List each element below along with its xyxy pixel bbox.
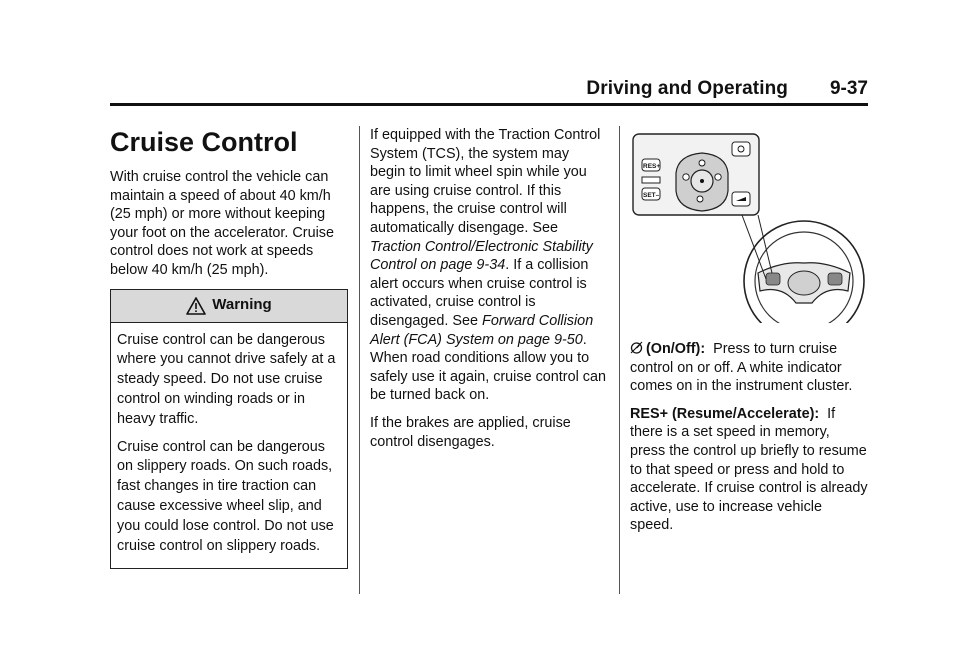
text-run: . When road conditions allow you to safely use it again, cruise control can be turned back on. xyxy=(370,331,606,404)
warning-body xyxy=(111,323,347,569)
onoff-paragraph xyxy=(630,340,868,396)
warning-paragraph-1: Cruise control can be dangerous where you cannot drive safely at a steady speed. Do not use cruise control on winding roads or in heavy traffic. xyxy=(117,331,336,427)
cruise-control-panel xyxy=(633,134,759,215)
steering-wheel-illustration xyxy=(632,133,868,323)
section-title: Cruise Control xyxy=(110,127,298,157)
column-divider xyxy=(359,126,360,594)
text-run: If equipped with the Traction Control System (TCS), the system may begin to limit wheel spin while you are using cruise control. If this happens, the cruise control will automatically disengage. See xyxy=(370,127,601,236)
warning-paragraph-2: Cruise control can be dangerous on slippery roads. On such roads, fast changes in tire traction can cause excessive wheel slip, and you could lose control. Do not use cruise control on slippery roads. xyxy=(117,438,334,554)
page-number: 9-37 xyxy=(829,78,868,99)
onoff-label: (On/Off): xyxy=(646,341,706,357)
warning-triangle-icon xyxy=(186,297,206,315)
cross-reference-tcs[interactable]: Traction Control/Electronic Stability Control on page 9-34 xyxy=(370,238,593,274)
cross-reference-fca[interactable]: Forward Collision Alert (FCA) System on page 9-50 xyxy=(370,312,594,348)
res-label: RES+ (Resume/Accelerate): xyxy=(630,405,820,422)
text-run: . If a collision alert occurs when cruise control is activated, cruise control is disengaged. See xyxy=(370,257,589,329)
steering-wheel-icon xyxy=(744,221,864,323)
res-paragraph xyxy=(630,405,868,535)
intro-paragraph: With cruise control the vehicle can maintain a speed of about 40 km/h (25 mph) or more without keeping your foot on the accelerator. Cruise control does not work at speeds below 40 km/h (25 mph). xyxy=(110,169,334,278)
res-text: If there is a set speed in memory, press the control up briefly to resume to that speed or press and hold to accelerate. If cruise control is already active, use to increase vehicle speed. xyxy=(630,405,868,534)
steering-wheel-figure xyxy=(632,133,868,323)
tcs-paragraph xyxy=(370,126,608,405)
brakes-paragraph: If the brakes are applied, cruise control disengages. xyxy=(370,414,571,450)
warning-header xyxy=(111,290,347,323)
column-3 xyxy=(630,340,868,544)
warning-label: Warning xyxy=(212,296,272,314)
set-label: SET– xyxy=(643,192,660,199)
cruise-onoff-icon xyxy=(630,341,643,354)
column-1 xyxy=(110,126,350,569)
column-divider xyxy=(619,126,620,594)
header-rule xyxy=(110,103,868,106)
res-label: RES+ xyxy=(643,163,661,170)
warning-box xyxy=(110,289,348,570)
page-header xyxy=(110,78,868,104)
column-2 xyxy=(370,126,608,460)
onoff-text: Press to turn cruise control on or off. A white indicator comes on in the instrument cluster. xyxy=(630,341,853,395)
chapter-title: Driving and Operating xyxy=(586,78,788,99)
